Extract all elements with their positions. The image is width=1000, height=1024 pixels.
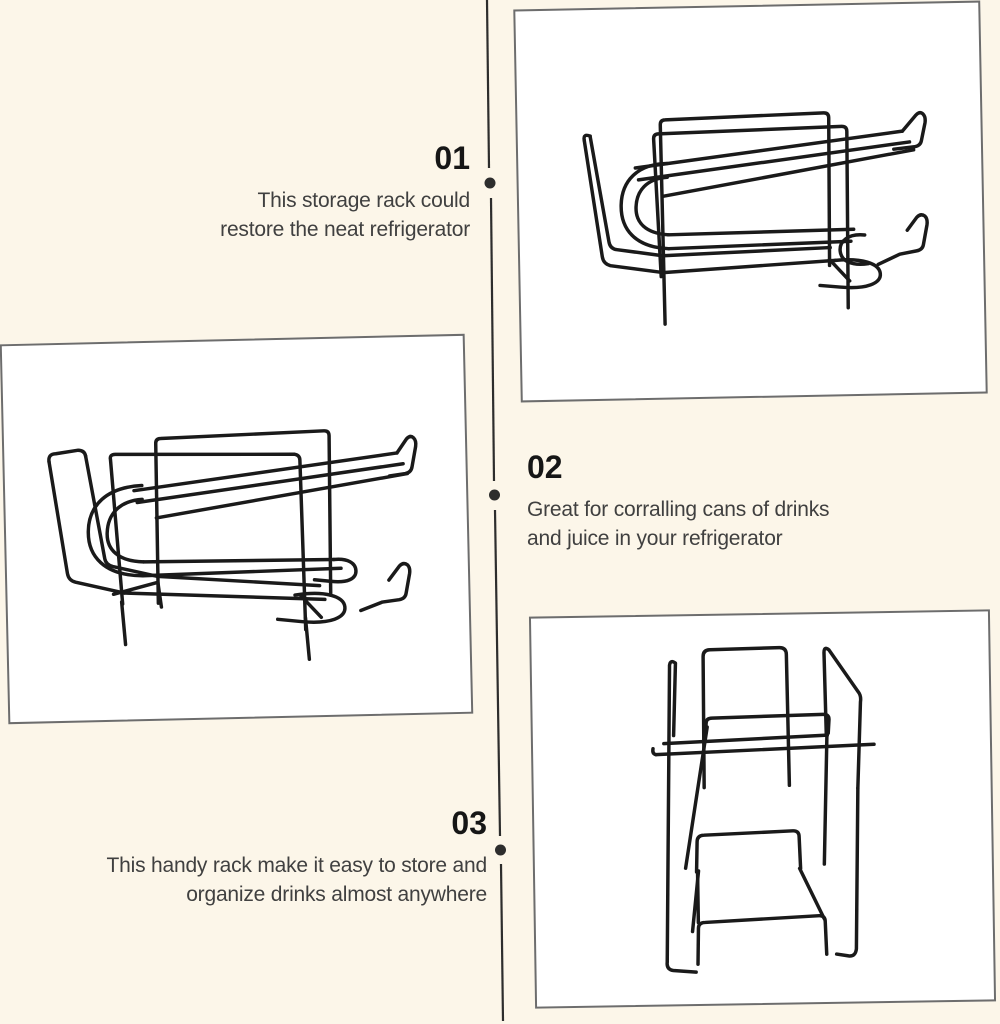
wire-rack-illustration-front: [531, 611, 994, 1006]
wire-rack-illustration-angled-left: [2, 336, 471, 722]
feature-text-line: Great for corralling cans of drinks: [527, 498, 830, 521]
feature-section-02: [527, 451, 829, 553]
feature-text-line: This storage rack could: [257, 189, 470, 212]
timeline-dot: [495, 845, 506, 856]
product-photo-card-1: [513, 1, 987, 403]
timeline-segment: [491, 198, 494, 481]
feature-section-03: [107, 807, 488, 909]
timeline-segment: [501, 864, 503, 1021]
product-photo-card-3: [529, 609, 996, 1008]
feature-description-03: [107, 851, 488, 909]
feature-description-02: [527, 495, 829, 553]
timeline-segment: [487, 0, 489, 168]
feature-text-line: This handy rack make it easy to store and: [106, 854, 487, 877]
feature-text-line: and juice in your refrigerator: [527, 527, 783, 550]
timeline-segment: [495, 510, 500, 836]
wire-rack-illustration-angled-right: [515, 3, 985, 401]
feature-section-01: [220, 142, 470, 244]
timeline-dot: [485, 178, 496, 189]
feature-description-01: [220, 186, 470, 244]
product-photo-card-2: [0, 334, 473, 724]
feature-number-01: 01: [434, 140, 470, 176]
timeline-dot: [489, 490, 500, 501]
feature-number-03: 03: [451, 805, 487, 841]
feature-text-line: restore the neat refrigerator: [220, 218, 470, 241]
feature-text-line: organize drinks almost anywhere: [186, 883, 487, 906]
feature-number-02: 02: [527, 449, 563, 485]
